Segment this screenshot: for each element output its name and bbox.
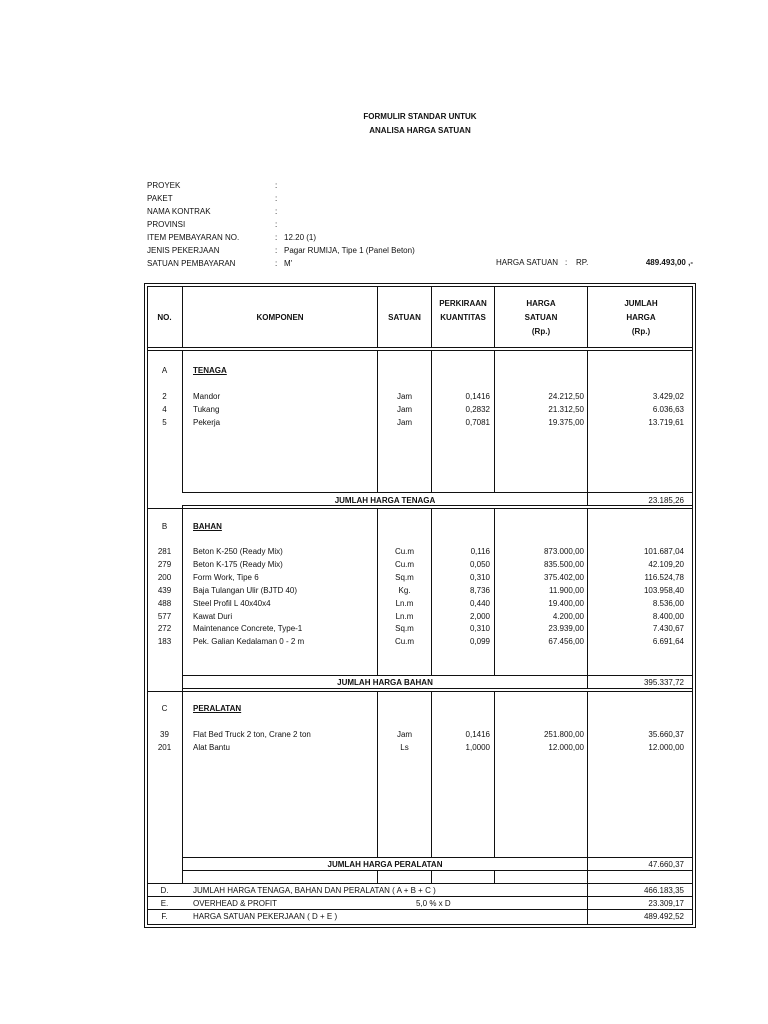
row-no: 39 [160,730,169,739]
row-harga-satuan: 23.939,00 [548,624,584,634]
row-satuan: Cu.m [394,637,415,647]
row-kuantitas: 0,310 [469,572,490,582]
row-harga-satuan: 375.402,00 [543,572,584,582]
row-jumlah-harga: 101.687,04 [643,547,684,556]
table-rule [182,492,693,493]
row-kuantitas: 0,1416 [465,392,490,401]
row-komponen: Kawat Duri [193,611,233,621]
row-satuan: Sq.m [395,624,414,634]
info-value: 12.20 (1) [284,233,317,242]
row-satuan: Ls [400,742,409,752]
header-jumlah-1: JUMLAH [624,299,658,308]
harga-satuan-value: 489.493,00 ,- [645,258,693,267]
row-no: 577 [157,611,172,621]
table-rule [431,870,432,884]
row-jumlah-harga: 42.109,20 [648,559,684,569]
row-komponen: Mandor [193,392,221,401]
summary-d-value: 466.183,35 [643,886,684,895]
harga-satuan-currency: RP. [576,258,589,267]
table-rule [587,691,588,858]
section-a-total-value: 23.185,26 [648,496,684,505]
table-rule [147,924,693,925]
row-harga-satuan: 21.312,50 [548,404,584,414]
row-kuantitas: 8,736 [469,585,490,595]
row-komponen: Baja Tulangan Ulir (BJTD 40) [193,585,298,595]
summary-d-code: D. [160,886,169,895]
row-harga-satuan: 251.800,00 [543,730,584,739]
header-jumlah-2: HARGA [626,313,656,322]
info-label: ITEM PEMBAYARAN NO. [147,233,240,242]
table-rule [147,286,693,287]
info-colon: : [275,194,278,203]
header-kuantitas-2: KUANTITAS [440,313,486,322]
header-harga-2: SATUAN [524,313,558,322]
table-rule [144,927,696,928]
row-satuan: Jam [396,730,413,739]
header-satuan: SATUAN [388,313,421,322]
row-kuantitas: 0,7081 [465,417,490,427]
row-kuantitas: 0,310 [469,624,490,634]
summary-e-formula: 5,0 % x D [416,899,451,908]
row-komponen: Pekerja [193,417,221,427]
row-jumlah-harga: 7.430,67 [652,624,684,634]
row-satuan: Sq.m [395,572,414,582]
table-rule [494,870,495,884]
row-kuantitas: 0,2832 [465,404,490,414]
summary-d-label: JUMLAH HARGA TENAGA, BAHAN DAN PERALATAN ( A + B + C ) [193,886,436,895]
row-harga-satuan: 24.212,50 [548,392,584,401]
section-c-name: PERALATAN [193,704,242,713]
row-kuantitas: 2,000 [469,611,490,621]
row-no: 439 [157,585,172,595]
row-jumlah-harga: 12.000,00 [648,742,684,752]
row-komponen: Maintenance Concrete, Type-1 [193,624,303,634]
row-jumlah-harga: 3.429,02 [652,392,684,401]
row-kuantitas: 0,440 [469,598,490,608]
section-c-total-label: JUMLAH HARGA PERALATAN [327,860,443,869]
info-label: PAKET [147,194,173,203]
row-no: 5 [162,417,167,427]
row-harga-satuan: 19.400,00 [548,598,584,608]
section-c-total-value: 47.660,37 [648,860,684,869]
header-harga-1: HARGA [526,299,556,308]
row-jumlah-harga: 103.958,40 [643,585,684,595]
section-b-name: BAHAN [193,522,222,531]
summary-e-code: E. [160,899,169,908]
info-label: PROVINSI [147,220,186,229]
table-rule [692,286,693,925]
table-rule [147,350,693,351]
info-colon: : [275,220,278,229]
table-rule [182,870,693,871]
header-harga-3: (Rp.) [531,327,551,336]
row-harga-satuan: 873.000,00 [543,547,584,556]
row-no: 2 [162,392,167,401]
table-rule [147,347,693,348]
harga-satuan-label: HARGA SATUAN [496,258,559,267]
row-jumlah-harga: 6.036,63 [652,404,684,414]
header-jumlah-3: (Rp.) [631,327,651,336]
table-rule [494,691,495,858]
table-rule [695,283,696,928]
row-satuan: Jam [396,392,413,401]
row-kuantitas: 0,099 [469,637,490,647]
table-rule [147,691,693,692]
row-no: 488 [157,598,172,608]
section-c-code: C [161,704,168,713]
row-harga-satuan: 11.900,00 [549,585,584,595]
row-komponen: Pek. Galian Kedalaman 0 - 2 m [193,637,305,647]
row-jumlah-harga: 13.719,61 [648,417,684,427]
section-b-total-value: 395.337,72 [643,678,684,687]
row-komponen: Form Work, Tipe 6 [193,572,259,582]
table-rule [587,350,588,506]
table-rule [144,283,696,284]
info-colon: : [275,233,278,242]
table-rule [182,505,693,506]
info-value: Pagar RUMIJA, Tipe 1 (Panel Beton) [284,246,415,255]
section-b-total-label: JUMLAH HARGA BAHAN [337,678,433,687]
header-komponen: KOMPONEN [256,313,304,322]
row-satuan: Ln.m [395,598,414,608]
row-kuantitas: 1,0000 [465,742,490,752]
row-harga-satuan: 12.000,00 [548,742,584,752]
row-satuan: Cu.m [394,547,415,556]
info-colon: : [275,246,278,255]
row-jumlah-harga: 116.524,78 [644,572,684,582]
row-satuan: Kg. [398,585,411,595]
row-no: 279 [157,559,172,569]
row-harga-satuan: 835.500,00 [543,559,584,569]
row-no: 281 [157,547,172,556]
summary-e-value: 23.309,17 [648,899,684,908]
row-jumlah-harga: 6.691,64 [652,637,684,647]
row-satuan: Cu.m [394,559,415,569]
row-jumlah-harga: 8.536,00 [652,598,684,608]
header-kuantitas-1: PERKIRAAN [439,299,487,308]
row-komponen: Beton K-250 (Ready Mix) [193,547,283,556]
info-colon: : [275,207,278,216]
row-komponen: Alat Bantu [193,742,230,752]
section-a-code: A [161,366,168,375]
info-value: M' [284,259,293,268]
row-satuan: Ln.m [395,611,414,621]
form-title-line2: ANALISA HARGA SATUAN [369,126,471,135]
table-rule [377,691,378,858]
table-rule [182,857,693,858]
table-rule [182,350,183,493]
summary-f-code: F. [161,912,168,921]
row-kuantitas: 0,050 [469,559,490,569]
row-komponen: Tukang [193,404,220,414]
row-komponen: Steel Profil L 40x40x4 [193,598,271,608]
info-label: SATUAN PEMBAYARAN [147,259,236,268]
harga-satuan-colon: : [565,258,568,267]
row-satuan: Jam [396,417,413,427]
summary-f-value: 489.492,52 [643,912,684,921]
row-no: 4 [162,404,167,414]
section-a-name: TENAGA [193,366,227,375]
info-colon: : [275,181,278,190]
row-jumlah-harga: 35.660,37 [648,730,684,739]
table-rule [431,691,432,858]
table-rule [147,909,693,910]
header-no: NO. [157,313,172,322]
row-kuantitas: 0,116 [470,547,490,556]
table-rule [182,675,693,676]
row-no: 201 [157,742,172,752]
table-rule [147,508,693,509]
summary-f-label: HARGA SATUAN PEKERJAAN ( D + E ) [193,912,338,921]
summary-e-label: OVERHEAD & PROFIT [193,899,278,908]
row-komponen: Flat Bed Truck 2 ton, Crane 2 ton [193,730,311,739]
info-label: PROYEK [147,181,181,190]
table-rule [182,505,183,884]
table-rule [144,283,145,928]
row-no: 272 [157,624,172,634]
table-rule [377,870,378,884]
form-title-line1: FORMULIR STANDAR UNTUK [363,112,477,121]
table-rule [147,883,693,884]
info-colon: : [275,259,278,268]
row-no: 183 [157,637,172,647]
row-harga-satuan: 19.375,00 [548,417,584,427]
table-rule [147,896,693,897]
section-a-total-label: JUMLAH HARGA TENAGA [334,496,436,505]
row-no: 200 [157,572,172,582]
row-kuantitas: 0,1416 [465,730,490,739]
info-label: NAMA KONTRAK [147,207,211,216]
row-harga-satuan: 4.200,00 [552,611,584,621]
row-komponen: Beton K-175 (Ready Mix) [193,559,283,569]
table-rule [182,688,693,689]
section-b-code: B [161,522,168,531]
info-label: JENIS PEKERJAAN [147,246,220,255]
row-jumlah-harga: 8.400,00 [652,611,684,621]
row-harga-satuan: 67.456,00 [548,637,584,647]
row-satuan: Jam [396,404,413,414]
